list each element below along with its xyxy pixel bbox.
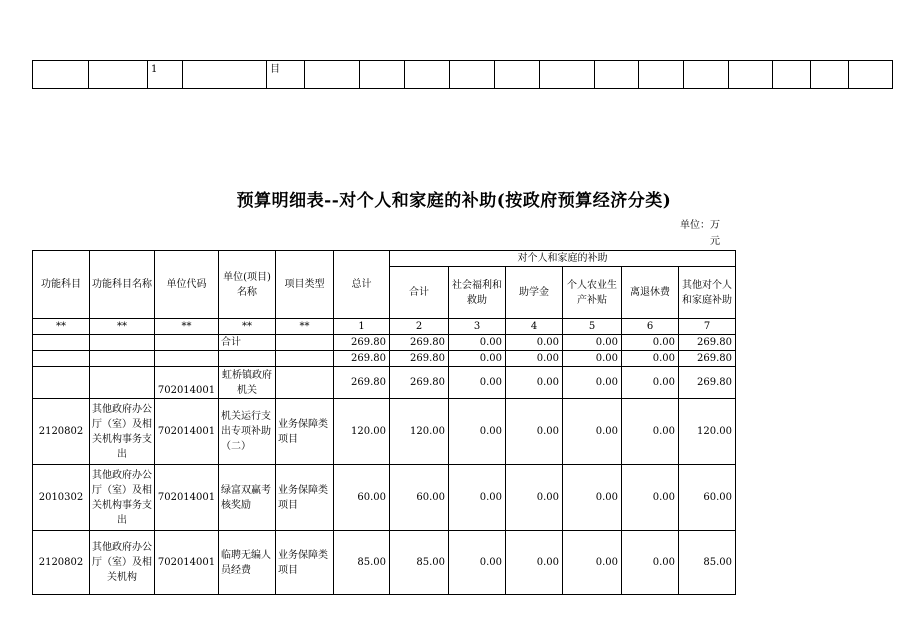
fragment-cell <box>773 61 811 89</box>
index-cell: 3 <box>449 319 506 335</box>
cell-unit-code: 702014001 <box>155 465 219 531</box>
cell-value: 60.00 <box>679 465 736 531</box>
cell-project-type <box>276 351 334 367</box>
table-row <box>33 399 736 465</box>
fragment-cell <box>33 61 89 89</box>
header-row-1 <box>33 251 736 267</box>
cell-unit-code: 702014001 <box>155 399 219 465</box>
cell-func-code <box>33 351 90 367</box>
fragment-row <box>33 61 893 89</box>
cell-value: 60.00 <box>334 465 390 531</box>
cell-func-name: 其他政府办公厅（室）及相关机构 <box>90 531 155 595</box>
cell-value: 0.00 <box>449 399 506 465</box>
header-total: 总计 <box>334 251 390 319</box>
header-agri: 个人农业生产补贴 <box>563 267 622 319</box>
cell-value: 0.00 <box>563 531 622 595</box>
fragment-cell: 1 <box>148 61 183 89</box>
index-cell: ** <box>33 319 90 335</box>
index-cell: ** <box>276 319 334 335</box>
fragment-cell <box>405 61 450 89</box>
cell-value: 0.00 <box>506 367 563 399</box>
cell-value: 0.00 <box>622 351 679 367</box>
cell-value: 0.00 <box>506 335 563 351</box>
cell-func-code <box>33 335 90 351</box>
cell-unit-name: 虹桥镇政府机关 <box>219 367 276 399</box>
fragment-cell <box>729 61 773 89</box>
cell-value: 0.00 <box>506 531 563 595</box>
cell-value: 0.00 <box>563 367 622 399</box>
header-other: 其他对个人和家庭补助 <box>679 267 736 319</box>
cell-value: 269.80 <box>334 335 390 351</box>
cell-unit-code <box>155 351 219 367</box>
cell-func-code: 2010302 <box>33 465 90 531</box>
index-row <box>33 319 736 335</box>
header-retire: 离退休费 <box>622 267 679 319</box>
cell-value: 60.00 <box>390 465 449 531</box>
cell-func-code <box>33 367 90 399</box>
fragment-cell <box>639 61 684 89</box>
cell-value: 269.80 <box>390 335 449 351</box>
index-cell: 2 <box>390 319 449 335</box>
cell-value: 0.00 <box>449 531 506 595</box>
cell-value: 120.00 <box>390 399 449 465</box>
fragment-cell <box>450 61 495 89</box>
cell-value: 0.00 <box>622 367 679 399</box>
cell-value: 0.00 <box>449 367 506 399</box>
index-cell: 5 <box>563 319 622 335</box>
header-subtotal: 合计 <box>390 267 449 319</box>
cell-value: 269.80 <box>390 367 449 399</box>
cell-value: 0.00 <box>622 465 679 531</box>
cell-project-type <box>276 367 334 399</box>
fragment-cell <box>811 61 849 89</box>
fragment-cell <box>89 61 148 89</box>
header-func-name: 功能科目名称 <box>90 251 155 319</box>
previous-table-fragment <box>32 60 893 89</box>
cell-value: 0.00 <box>506 351 563 367</box>
index-cell: 6 <box>622 319 679 335</box>
cell-project-type <box>276 335 334 351</box>
cell-func-code: 2120802 <box>33 531 90 595</box>
header-project-type: 项目类型 <box>276 251 334 319</box>
fragment-cell <box>305 61 360 89</box>
fragment-cell <box>684 61 729 89</box>
table-row <box>33 335 736 351</box>
cell-func-name: 其他政府办公厅（室）及相关机构事务支出 <box>90 465 155 531</box>
cell-value: 269.80 <box>334 351 390 367</box>
cell-value: 269.80 <box>679 351 736 367</box>
cell-unit-name: 临聘无编人员经费 <box>219 531 276 595</box>
cell-value: 0.00 <box>449 351 506 367</box>
cell-value: 0.00 <box>622 335 679 351</box>
cell-value: 269.80 <box>679 335 736 351</box>
fragment-cell <box>495 61 540 89</box>
cell-unit-name <box>219 351 276 367</box>
cell-unit-code <box>155 335 219 351</box>
unit-label: 单位：万元 <box>680 220 720 247</box>
cell-unit-code: 702014001 <box>155 531 219 595</box>
cell-value: 0.00 <box>563 399 622 465</box>
cell-unit-code: 702014001 <box>155 367 219 399</box>
header-welfare: 社会福利和救助 <box>449 267 506 319</box>
cell-value: 120.00 <box>679 399 736 465</box>
table-row <box>33 367 736 399</box>
index-cell: 7 <box>679 319 736 335</box>
fragment-cell: 目 <box>267 61 305 89</box>
cell-value: 85.00 <box>390 531 449 595</box>
cell-value: 0.00 <box>622 531 679 595</box>
cell-value: 0.00 <box>506 465 563 531</box>
cell-value: 120.00 <box>334 399 390 465</box>
budget-detail-table <box>32 250 736 595</box>
index-cell: 1 <box>334 319 390 335</box>
cell-func-code: 2120802 <box>33 399 90 465</box>
table-row <box>33 531 736 595</box>
cell-project-type: 业务保障类项目 <box>276 399 334 465</box>
index-cell: 4 <box>506 319 563 335</box>
fragment-cell <box>849 61 893 89</box>
index-cell: ** <box>90 319 155 335</box>
table-row <box>33 351 736 367</box>
cell-value: 0.00 <box>563 465 622 531</box>
cell-func-name: 其他政府办公厅（室）及相关机构事务支出 <box>90 399 155 465</box>
cell-value: 85.00 <box>334 531 390 595</box>
cell-value: 0.00 <box>622 399 679 465</box>
cell-value: 0.00 <box>449 465 506 531</box>
cell-value: 0.00 <box>563 335 622 351</box>
page-title: 预算明细表--对个人和家庭的补助(按政府预算经济分类) <box>236 191 672 211</box>
header-group: 对个人和家庭的补助 <box>390 251 736 267</box>
cell-value: 269.80 <box>679 367 736 399</box>
cell-value: 269.80 <box>334 367 390 399</box>
cell-project-type: 业务保障类项目 <box>276 465 334 531</box>
cell-unit-name: 绿富双赢考核奖励 <box>219 465 276 531</box>
fragment-cell <box>360 61 405 89</box>
fragment-cell <box>183 61 267 89</box>
index-cell: ** <box>219 319 276 335</box>
fragment-cell <box>595 61 639 89</box>
table-row <box>33 465 736 531</box>
header-unit-code: 单位代码 <box>155 251 219 319</box>
header-scholarship: 助学金 <box>506 267 563 319</box>
cell-func-name <box>90 335 155 351</box>
cell-value: 0.00 <box>449 335 506 351</box>
index-cell: ** <box>155 319 219 335</box>
cell-project-type: 业务保障类项目 <box>276 531 334 595</box>
header-unit-name: 单位(项目)名称 <box>219 251 276 319</box>
cell-value: 0.00 <box>563 351 622 367</box>
cell-value: 85.00 <box>679 531 736 595</box>
header-func-code: 功能科目 <box>33 251 90 319</box>
fragment-cell <box>540 61 595 89</box>
cell-value: 269.80 <box>390 351 449 367</box>
cell-unit-name: 合计 <box>219 335 276 351</box>
cell-unit-name: 机关运行支出专项补助（二） <box>219 399 276 465</box>
cell-func-name <box>90 367 155 399</box>
cell-value: 0.00 <box>506 399 563 465</box>
cell-func-name <box>90 351 155 367</box>
